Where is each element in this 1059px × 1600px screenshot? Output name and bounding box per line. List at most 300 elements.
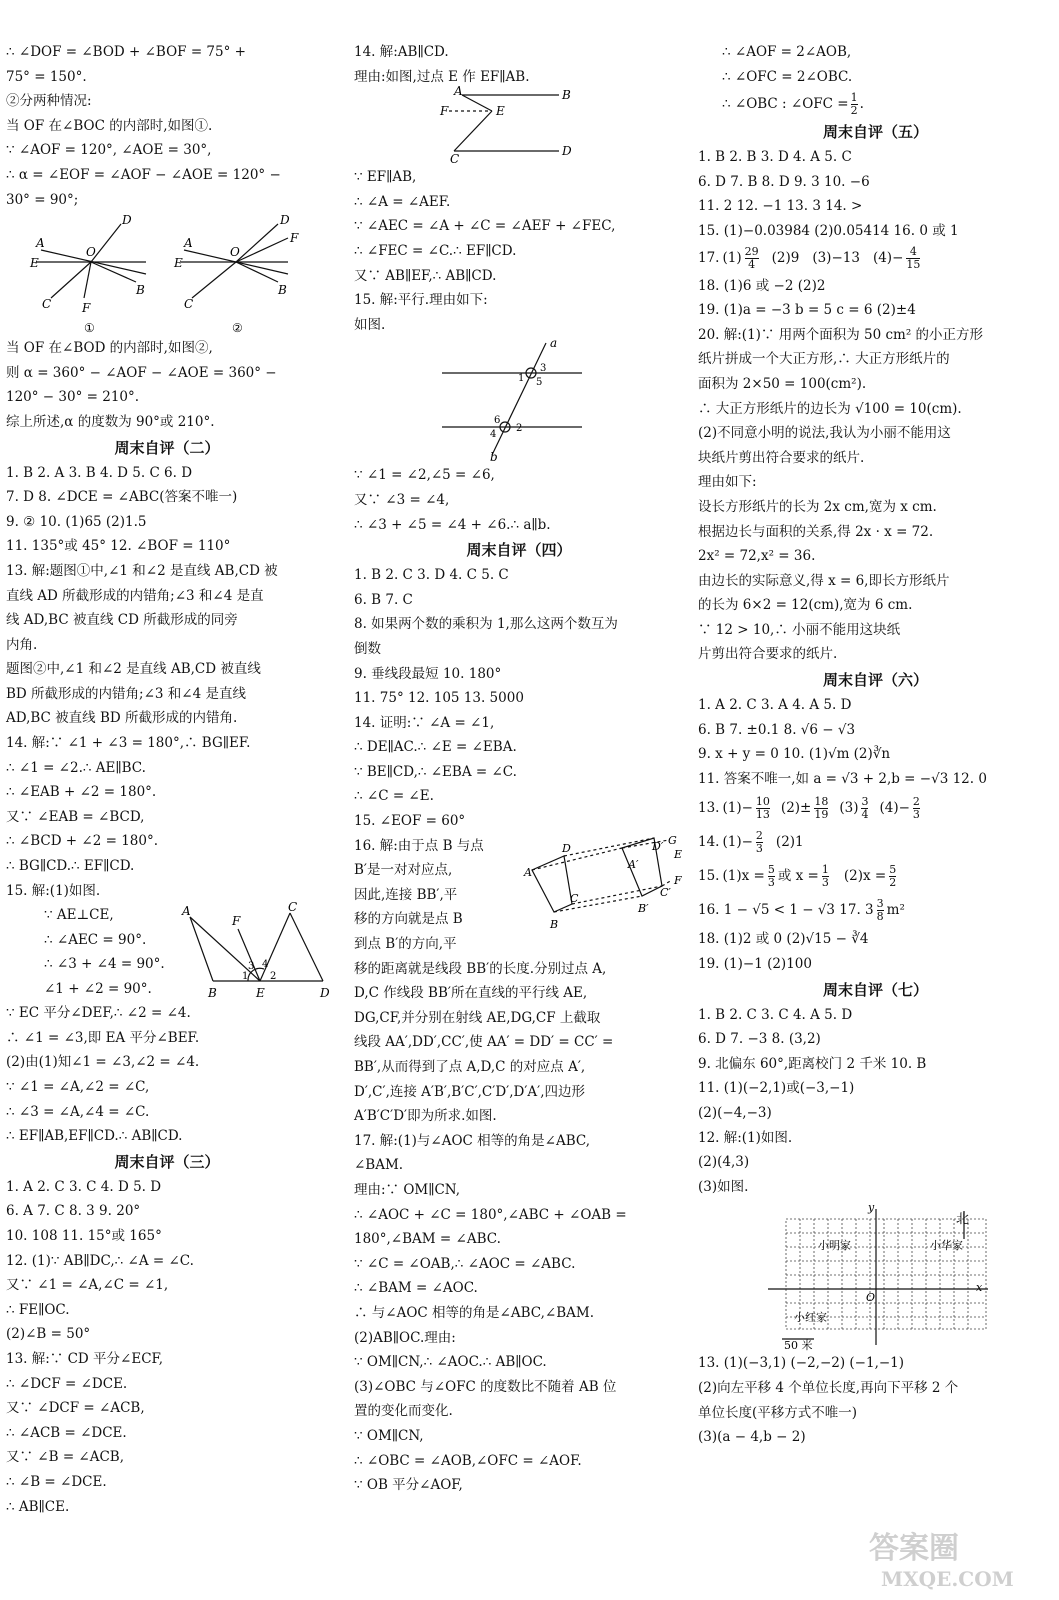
fraction	[756, 830, 763, 855]
right-block-6	[698, 1003, 1053, 1200]
ratio-prefix: ∴ ∠OBC : ∠OFC =	[722, 95, 849, 112]
fraction	[822, 864, 829, 889]
fraction	[745, 246, 759, 271]
part-label: (1)x =	[722, 868, 765, 885]
fig2-label-e: E	[174, 256, 183, 271]
text-line: ∴ ∠AOF = 2∠AOB,	[722, 44, 852, 60]
text-line: (3)∠OBC 与∠OFC 的度数比不随着 AB 位	[354, 1378, 617, 1395]
text-line: 又∵ AB∥EF,∴ AB∥CD.	[354, 267, 497, 284]
text-line: 移的方向就是点 B	[354, 911, 463, 928]
text-line: 线 AD,BC 被直线 CD 所截形成的同旁	[6, 612, 238, 629]
fig4-label-f: F	[440, 104, 449, 119]
text-line: ∴ ∠ACB = ∠DCE.	[6, 1424, 127, 1441]
text-line: ∴ ∠OFC = 2∠OBC.	[722, 68, 853, 85]
text-line: 30° = 90°;	[6, 191, 79, 208]
middle-column	[354, 40, 684, 1498]
text-line: 11. 135°或 45° 12. ∠BOF = 110°	[6, 538, 231, 555]
translation-figure-block	[354, 834, 684, 957]
angle-figure-1	[36, 224, 146, 298]
text-line: 又∵ ∠1 = ∠A,∠C = ∠1,	[6, 1277, 169, 1294]
text-line: 9. 北偏东 60°,距离校门 2 千米 10. B	[698, 1055, 927, 1072]
angle-figure-2	[181, 224, 288, 298]
parallel-z-figure	[354, 84, 684, 167]
text-line: 1. B 2. C 3. C 4. A 5. D	[698, 1006, 853, 1023]
text-line: 又∵ ∠3 = ∠4,	[354, 491, 450, 508]
text-line: 设长方形纸片的长为 2x cm,宽为 x cm.	[698, 498, 937, 515]
fig4-label-d: D	[562, 144, 572, 159]
section-heading-6: 周末自评（六）	[822, 671, 928, 690]
text-line: ∠1 + ∠2 = 90°.	[44, 981, 152, 997]
fig3-label-e: E	[256, 986, 265, 1001]
fraction-numerator: 2	[912, 794, 920, 808]
fig2-label-o: O	[230, 245, 240, 260]
text-line: (3)(a − 4,b − 2)	[698, 1429, 806, 1446]
map-axis-y: y	[868, 1201, 875, 1215]
q17-line	[698, 244, 1053, 274]
fraction	[877, 898, 884, 923]
q15-figure-block	[6, 900, 330, 1001]
z-figure-svg	[354, 84, 684, 167]
q15-text	[6, 903, 165, 1001]
translation-svg	[524, 834, 684, 957]
text-line: ∴ ∠DCF = ∠DCE.	[6, 1375, 128, 1392]
text-line: 14. 证明:∵ ∠A = ∠1,	[354, 714, 495, 731]
text-line: ∴ ∠DOF = ∠BOD + ∠BOF = 75° +	[6, 44, 246, 60]
fig4-label-e: E	[496, 104, 505, 119]
text-line: ∴ EF∥AB,EF∥CD.∴ AB∥CD.	[6, 1128, 183, 1145]
text-line: ②分两种情况:	[6, 93, 92, 110]
text-line: 11. 75° 12. 105 13. 5000	[354, 690, 524, 707]
fig3-angle-2: 2	[270, 971, 277, 983]
fig1-label-e: E	[30, 256, 39, 271]
q13-line	[698, 791, 1053, 825]
right-block-7	[698, 1351, 1053, 1449]
text-line: 11. (1)(−2,1)或(−3,−1)	[698, 1080, 855, 1097]
text-line: 6. D 7. −3 8. (3,2)	[698, 1031, 821, 1048]
fraction-denominator: 4	[748, 258, 756, 272]
fraction-denominator: 3	[821, 875, 829, 889]
text-line: 19. (1)a = −3 b = 5 c = 6 (2)±4	[698, 302, 916, 319]
text-line: 块纸片剪出符合要求的纸片.	[698, 449, 865, 466]
text-line: 9. x + y = 0 10. (1)√m (2)∛n	[698, 746, 891, 763]
section-heading-4: 周末自评（四）	[466, 541, 572, 560]
text-line: ∵ OB 平分∠AOF,	[354, 1477, 463, 1494]
text-line: 15. (1)−0.03984 (2)0.05414 16. 0 或 1	[698, 222, 959, 239]
text-line: ∵ ∠AEC = ∠A + ∠C = ∠AEF + ∠FEC,	[354, 218, 616, 235]
right-block-2	[698, 145, 1053, 243]
text-line: (2)由(1)知∠1 = ∠3,∠2 = ∠4.	[6, 1054, 200, 1071]
map-axis-x: x	[976, 1281, 983, 1295]
text-line: ∴ ∠C = ∠E.	[354, 788, 434, 805]
fraction-denominator: 13	[755, 807, 770, 821]
text-line: ∴ 与∠AOC 相等的角是∠ABC,∠BAM.	[354, 1304, 595, 1321]
map-home-3: 小红家	[794, 1311, 827, 1325]
text-line: D′,C′,连接 A′B′,B′C′,C′D′,D′A′,四边形	[354, 1083, 585, 1100]
fraction-denominator: 3	[767, 875, 775, 889]
text-line: 17. 解:(1)与∠AOC 相等的角是∠ABC,	[354, 1132, 591, 1149]
text-line: ∵ EF∥AB,	[354, 169, 417, 186]
text-line: 1. A 2. C 3. C 4. D 5. D	[6, 1178, 162, 1195]
text-line: DG,CF,并分别在射线 AE,DG,CF 上截取	[354, 1009, 601, 1026]
fig6-label-c: C	[570, 891, 579, 905]
text-line: (2)(4,3)	[698, 1154, 750, 1171]
text-line: 15. 解:平行.理由如下:	[354, 292, 488, 309]
fig5-angle-2: 2	[516, 423, 523, 435]
section-heading-7: 周末自评（七）	[822, 980, 928, 999]
fig6-label-d: D	[562, 841, 571, 855]
fig2-label-f: F	[290, 231, 299, 246]
fraction-denominator: 2	[889, 875, 897, 889]
right-block-1	[698, 40, 1053, 89]
unit: m²	[886, 902, 905, 919]
fig2-label-c: C	[184, 297, 194, 312]
fraction-denominator: 8	[876, 909, 884, 923]
fig3-label-b: B	[208, 986, 217, 1001]
left-block-2	[6, 336, 328, 434]
text-line: 的长为 6×2 = 12(cm),宽为 6 cm.	[698, 597, 913, 614]
text-line: 则 α = 360° − ∠AOF − ∠AOE = 360° −	[6, 364, 277, 381]
fraction-numerator: 10	[755, 794, 770, 808]
text-line: ∵ BE∥CD,∴ ∠EBA = ∠C.	[354, 763, 517, 780]
text-line: 内角.	[6, 636, 38, 653]
text-line: 移的距离就是线段 BB′的长度.分别过点 A,	[354, 960, 607, 977]
coordinate-map-figure	[698, 1199, 1053, 1351]
part-label: (4)−	[879, 800, 910, 817]
fig6-label-c-prime: C′	[660, 885, 671, 899]
text-line: 又∵ ∠DCF = ∠ACB,	[6, 1400, 145, 1417]
text-line: 1. B 2. A 3. B 4. D 5. C 6. D	[6, 464, 193, 481]
text-line: 理由如下:	[698, 474, 757, 491]
middle-block-4	[354, 563, 684, 834]
map-scale: 50 米	[784, 1339, 813, 1353]
fig5-label-b: b	[490, 450, 498, 465]
text-line: 片剪出符合要求的纸片.	[698, 646, 838, 663]
fig1-label-d: D	[122, 213, 132, 228]
fig6-label-d-prime: D′	[652, 839, 664, 853]
fig5-angle-1: 1	[518, 373, 525, 385]
text-line: ∴ FE∥OC.	[6, 1301, 70, 1318]
text-line: ∴ 大正方形纸片的边长为 √100 = 10(cm).	[698, 400, 962, 417]
right-block-4	[698, 693, 1053, 791]
text-line: 18. (1)2 或 0 (2)√15 − ∛4	[698, 931, 869, 948]
section-heading-2: 周末自评（二）	[114, 438, 220, 457]
middle-block-1	[354, 40, 684, 89]
text-line: ∴ α = ∠EOF = ∠AOF − ∠AOE = 120° −	[6, 166, 281, 183]
section-heading-5: 周末自评（五）	[822, 123, 928, 142]
left-block-3	[6, 461, 328, 904]
fraction-denominator: 3	[912, 807, 920, 821]
question-number: 15.	[698, 868, 720, 885]
text-line: BD 所截形成的内错角;∠3 和∠4 是直线	[6, 685, 246, 702]
fraction-denominator: 15	[906, 258, 921, 272]
section-heading-3: 周末自评（三）	[114, 1152, 220, 1171]
text-line: 又∵ ∠B = ∠ACB,	[6, 1449, 125, 1466]
text-line: 9. 垂线段最短 10. 180°	[354, 665, 502, 682]
text-line: ∵ OM∥CN,	[354, 1427, 424, 1444]
text-line: 1. B 2. C 3. D 4. C 5. C	[354, 567, 509, 584]
part-label: (1)−	[722, 800, 753, 817]
fraction-numerator: 29	[744, 245, 759, 259]
fraction	[889, 864, 896, 889]
text-line: 6. A 7. C 8. 3 9. 20°	[6, 1203, 141, 1220]
text-line: 20. 解:(1)∵ 用两个面积为 50 cm² 的小正方形	[698, 326, 984, 343]
text-line: 18. (1)6 或 −2 (2)2	[698, 277, 826, 294]
text-line: 6. B 7. ±0.1 8. √6 − √3	[698, 721, 856, 738]
ratio-suffix: .	[859, 95, 864, 112]
text-line: (2)(−4,−3)	[698, 1105, 772, 1121]
middle-block-3	[354, 463, 684, 537]
fraction	[756, 796, 770, 821]
fig4-label-b: B	[562, 88, 571, 103]
text-line: 综上所述,α 的度数为 90°或 210°.	[6, 413, 215, 430]
text-line: 2x² = 72,x² = 36.	[698, 548, 816, 565]
text-line: 120° − 30° = 210°.	[6, 389, 140, 406]
part-label: (2)x =	[843, 868, 887, 885]
transversal-svg	[354, 337, 684, 463]
fig3-label-f: F	[232, 914, 241, 929]
text-line: D,C 作线段 BB′所在直线的平行线 AE,	[354, 985, 588, 1002]
fig6-label-f: F	[674, 873, 682, 887]
ratio-line	[698, 89, 1053, 119]
fig3-angle-1: 1	[242, 971, 249, 983]
text-line: 11. 答案不唯一,如 a = √3 + 2,b = −√3 12. 0	[698, 770, 987, 787]
part-answer: (2)1	[775, 834, 804, 851]
text-line: 15. ∠EOF = 60°	[354, 813, 466, 830]
transversal-figure	[354, 337, 684, 463]
text-line: 当 OF 在∠BOC 的内部时,如图①.	[6, 117, 213, 134]
left-block-5	[6, 1175, 328, 1519]
connector-text: 或 x =	[777, 868, 819, 885]
text-line: A′B′C′D′即为所求.如图.	[354, 1108, 497, 1125]
text-line: 理由:如图,过点 E 作 EF∥AB.	[354, 68, 530, 85]
fraction-numerator: 2	[755, 828, 763, 842]
part-answer: (3)−13	[812, 250, 860, 267]
q16-line	[698, 893, 1053, 927]
text-line: AD,BC 被直线 BD 所截形成的内错角.	[6, 710, 238, 727]
text-line: ∵ OM∥CN,∴ ∠AOC.∴ AB∥OC.	[354, 1354, 547, 1371]
text-line: ∴ ∠1 = ∠3,即 EA 平分∠BEF.	[6, 1029, 200, 1046]
text-line: 因此,连接 BB′,平	[354, 886, 458, 903]
fig6-label-a-prime: A′	[628, 857, 639, 871]
fig2-label-b: B	[278, 283, 287, 298]
q14-line	[698, 825, 1053, 859]
left-block-4	[6, 1001, 328, 1149]
map-home-2: 小华家	[930, 1239, 963, 1253]
fig6-label-a: A	[524, 865, 532, 879]
part-label: (2)±	[780, 800, 812, 817]
left-block-1	[6, 40, 328, 212]
text-line: 单位长度(平移方式不唯一)	[698, 1404, 858, 1421]
map-home-1: 小明家	[818, 1239, 851, 1253]
text-line: 纸片拼成一个大正方形,∴ 大正方形纸片的	[698, 351, 950, 368]
text-line: 1. B 2. B 3. D 4. A 5. C	[698, 149, 852, 166]
text-line: 10. 108 11. 15°或 165°	[6, 1227, 162, 1244]
text-line: 9. ② 10. (1)65 (2)1.5	[6, 513, 147, 530]
fig3-label-d: D	[320, 986, 330, 1001]
text-line: 13. 解:题图①中,∠1 和∠2 是直线 AB,CD 被	[6, 562, 278, 579]
coordinate-map-svg	[698, 1199, 1053, 1351]
fraction	[851, 92, 858, 117]
text-line: ∵ EC 平分∠DEF,∴ ∠2 = ∠4.	[6, 1005, 191, 1022]
text-line: ∴ ∠FEC = ∠C.∴ EF∥CD.	[354, 242, 517, 259]
text-line: B′是一对对应点,	[354, 862, 453, 879]
question-text: 16. 1 − √5 < 1 − √3 17. 3	[698, 902, 874, 919]
right-block-5	[698, 927, 1053, 976]
fraction	[814, 796, 828, 821]
text-line: 19. (1)−1 (2)100	[698, 956, 812, 973]
text-line: 12. 解:(1)如图.	[698, 1129, 793, 1146]
text-line: ∴ ∠1 = ∠2.∴ AE∥BC.	[6, 759, 146, 776]
text-line: 6. D 7. B 8. D 9. 3 10. −6	[698, 173, 870, 190]
text-line: 13. (1)(−3,1) (−2,−2) (−1,−1)	[698, 1355, 905, 1372]
text-line: ∴ BG∥CD.∴ EF∥CD.	[6, 858, 135, 875]
fig3-label-a: A	[182, 904, 191, 919]
fraction-denominator: 3	[755, 841, 763, 855]
fig3-angle-3: 3	[248, 961, 255, 973]
fig6-label-b-prime: B′	[638, 901, 649, 915]
text-line: ∵ ∠1 = ∠A,∠2 = ∠C,	[6, 1079, 150, 1095]
fraction	[768, 864, 775, 889]
text-line: 置的变化而变化.	[354, 1403, 453, 1420]
text-line: (3)如图.	[698, 1178, 749, 1195]
text-line: (2)向左平移 4 个单位长度,再向下平移 2 个	[698, 1379, 959, 1396]
part-label: (3)	[839, 800, 859, 817]
fig1-label-f: F	[82, 301, 91, 316]
fraction-denominator: 19	[814, 807, 829, 821]
text-line: 1. A 2. C 3. A 4. A 5. D	[698, 697, 852, 714]
fraction	[861, 796, 868, 821]
fig1-caption: ①	[84, 321, 95, 336]
triangle-figure	[168, 900, 330, 1001]
fig3-label-c: C	[288, 900, 298, 915]
text-line: 7. D 8. ∠DCE = ∠ABC(答案不唯一)	[6, 489, 238, 506]
watermark-text-1: 答案圈	[869, 1531, 959, 1566]
text-line: ∴ ∠BAM = ∠AOC.	[354, 1280, 478, 1297]
middle-block-5	[354, 957, 684, 1498]
text-line: ∵ ∠C = ∠OAB,∴ ∠AOC = ∠ABC.	[354, 1255, 576, 1272]
text-line: 当 OF 在∠BOD 的内部时,如图②,	[6, 340, 213, 357]
fig6-label-b: B	[550, 917, 559, 931]
part-answer: (4)−	[872, 250, 904, 267]
text-line: 倒数	[354, 640, 381, 657]
fig4-label-a: A	[454, 84, 463, 99]
fig1-label-c: C	[42, 297, 52, 312]
text-line: 180°,∠BAM = ∠ABC.	[354, 1231, 501, 1248]
fraction-numerator: 3	[876, 896, 884, 910]
fig2-label-d: D	[280, 213, 290, 228]
text-line: 6. B 7. C	[354, 591, 413, 608]
text-line: ∵ 12 > 10,∴ 小丽不能用这块纸	[698, 621, 901, 638]
text-line: 15. 解:(1)如图.	[6, 882, 101, 899]
fraction-numerator: 3	[861, 794, 869, 808]
text-line: 直线 AD 所截形成的内错角;∠3 和∠4 是直	[6, 587, 264, 604]
text-line: ∠BAM.	[354, 1157, 404, 1174]
text-line: ∴ AB∥CE.	[6, 1498, 70, 1515]
text-line: ∴ ∠AEC = 90°.	[44, 931, 147, 948]
text-line: 75° = 150°.	[6, 68, 87, 85]
text-line: ∴ ∠OBC = ∠AOB,∠OFC = ∠AOF.	[354, 1452, 582, 1469]
text-line: (2)不同意小明的说法,我认为小丽不能用这	[698, 425, 951, 442]
text-line: 11. 2 12. −1 13. 3 14. >	[698, 198, 863, 215]
question-number: 13.	[698, 800, 720, 817]
part-answer: (2)9	[771, 250, 800, 267]
fig6-label-g: G	[668, 833, 677, 847]
text-line: ∵ ∠AOF = 120°, ∠AOE = 30°,	[6, 142, 212, 159]
q15-line	[698, 859, 1053, 893]
text-line: 由边长的实际意义,得 x = 6,即长方形纸片	[698, 572, 950, 589]
text-line: 12. (1)∵ AB∥DC,∴ ∠A = ∠C.	[6, 1252, 194, 1269]
fig2-label-a: A	[184, 236, 193, 251]
fig5-angle-3: 3	[540, 363, 547, 375]
fig5-angle-6: 6	[494, 415, 501, 427]
text-line: ∴ ∠3 = ∠A,∠4 = ∠C.	[6, 1103, 150, 1120]
text-line: 面积为 2×50 = 100(cm²).	[698, 375, 867, 392]
text-line: (2)AB∥OC.理由:	[354, 1329, 456, 1346]
map-origin: O	[866, 1291, 876, 1305]
right-column	[698, 40, 1053, 1450]
text-line: ∴ ∠BCD + ∠2 = 180°.	[6, 833, 159, 850]
text-line: 14. 解:∵ ∠1 + ∠3 = 180°,∴ BG∥EF.	[6, 735, 251, 752]
fraction-numerator: 18	[814, 794, 829, 808]
text-line: ∴ ∠B = ∠DCE.	[6, 1473, 107, 1490]
text-line: 题图②中,∠1 和∠2 是直线 AB,CD 被直线	[6, 661, 261, 678]
text-line: ∴ DE∥AC.∴ ∠E = ∠EBA.	[354, 739, 517, 756]
text-line: 根据边长与面积的关系,得 2x · x = 72.	[698, 523, 934, 540]
left-column	[6, 40, 328, 1519]
text-line: 16. 解:由于点 B 与点	[354, 837, 484, 854]
map-north: 北	[956, 1212, 970, 1228]
part-label: (1)−	[722, 834, 753, 851]
fig3-angle-4: 4	[262, 959, 269, 971]
fig5-label-a: a	[550, 336, 558, 351]
text-line: 线段 AA′,DD′,CC′,使 AA′ = DD′ = CC′ =	[354, 1034, 614, 1051]
watermark-logo	[859, 1524, 1049, 1594]
text-line: 13. 解:∵ CD 平分∠ECF,	[6, 1350, 164, 1367]
text-line: 8. 如果两个数的乘积为 1,那么这两个数互为	[354, 616, 618, 633]
question-number: 17.	[698, 250, 720, 267]
fig4-label-c: C	[450, 152, 460, 167]
angle-figures	[6, 212, 328, 336]
fig1-label-o: O	[86, 245, 96, 260]
question-number: 14.	[698, 834, 720, 851]
q16-text	[354, 834, 484, 957]
text-line: (2)∠B = 50°	[6, 1326, 91, 1343]
fraction-numerator: 5	[767, 862, 775, 876]
fig6-label-e: E	[674, 847, 683, 861]
fig2-caption: ②	[232, 321, 243, 336]
fraction-denominator: 4	[861, 807, 869, 821]
text-line: 14. 解:AB∥CD.	[354, 44, 449, 60]
fig5-angle-4: 4	[490, 429, 497, 441]
right-block-3	[698, 274, 1053, 668]
fraction-numerator: 4	[909, 245, 917, 259]
angle-figure-1-2	[6, 212, 328, 336]
fraction	[906, 246, 920, 271]
text-line: ∴ ∠A = ∠AEF.	[354, 193, 451, 210]
text-line: BB′,从而得到了点 A,D,C 的对应点 A′,	[354, 1059, 586, 1076]
fraction-numerator: 1	[850, 90, 858, 104]
text-line: ∴ ∠3 + ∠5 = ∠4 + ∠6.∴ a∥b.	[354, 516, 551, 533]
text-line: ∴ ∠EAB + ∠2 = 180°.	[6, 784, 157, 801]
part-label: (1)	[722, 250, 742, 267]
text-line: 理由:∵ OM∥CN,	[354, 1182, 461, 1198]
text-line: ∴ ∠3 + ∠4 = 90°.	[44, 956, 165, 973]
text-line: ∵ AE⊥CE,	[44, 907, 114, 924]
text-line: 到点 B′的方向,平	[354, 936, 457, 953]
text-line: ∴ ∠AOC + ∠C = 180°,∠ABC + ∠OAB =	[354, 1206, 627, 1223]
fig1-label-a: A	[36, 236, 45, 251]
fig1-label-b: B	[136, 283, 145, 298]
